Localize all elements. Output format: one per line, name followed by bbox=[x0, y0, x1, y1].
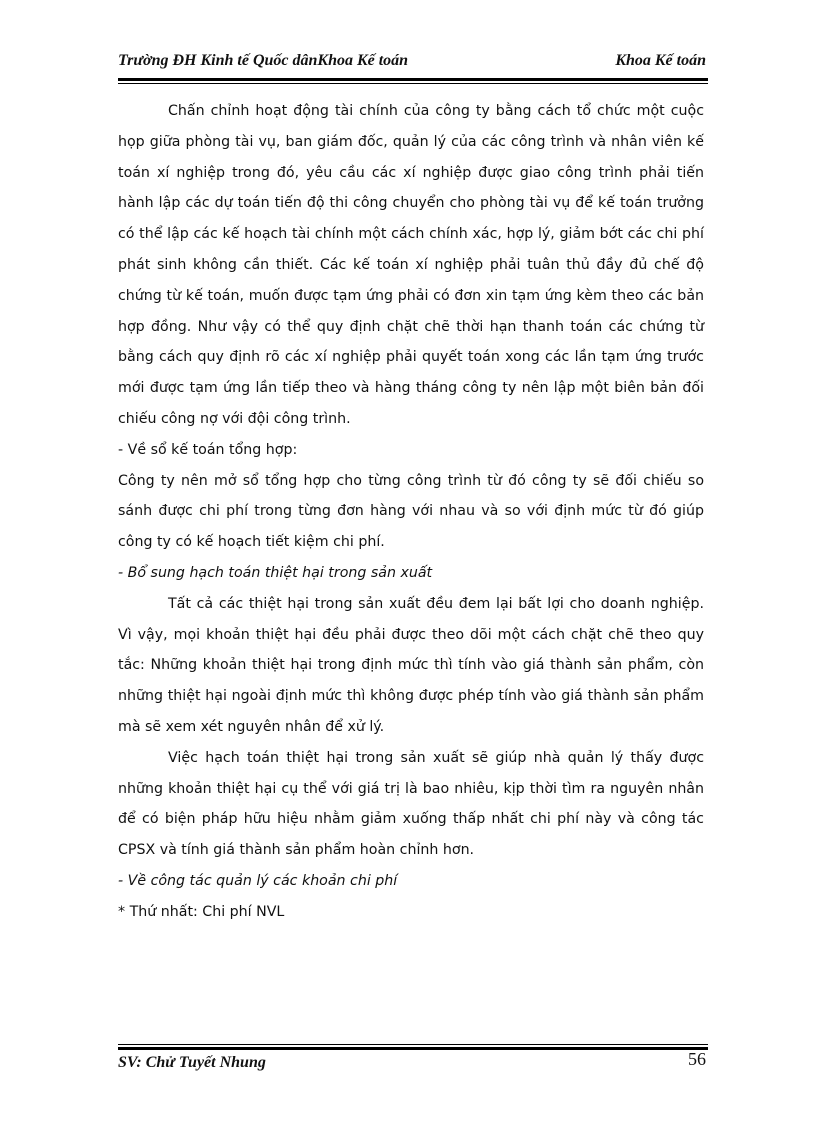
heading-cost-management: - Về công tác quản lý các khoản chi phí bbox=[118, 872, 398, 889]
page-number: 56 bbox=[688, 1049, 706, 1069]
paragraph-loss-accounting: Việc hạch toán thiệt hại trong sản xuất sẽ giúp nhà quản lý thấy được những khoản thiệt hại cụ thể với giá trị là bao nhiêu, kịp thời tìm ra nguyên nhân để có biện pháp hữu hiệu nhằm giảm xuống thấp nhất chi phí này và công tác CPSX và tính giá thành sản phẩm hoàn chỉnh hơn. bbox=[118, 749, 704, 859]
paragraph-general-ledger: Công ty nên mở sổ tổng hợp cho từng công trình từ đó công ty sẽ đối chiếu so sánh được chi phí trong từng đơn hàng với nhau và so với định mức từ đó giúp công ty có kế hoạch tiết kiệm chi phí. bbox=[118, 472, 704, 551]
heading-general-ledger: - Về sổ kế toán tổng hợp: bbox=[118, 441, 298, 458]
item-material-cost: * Thứ nhất: Chi phí NVL bbox=[118, 903, 285, 920]
footer-student: SV: Chử Tuyết Nhung bbox=[118, 1054, 266, 1071]
paragraph-financial: Chấn chỉnh hoạt động tài chính của công ty bằng cách tổ chức một cuộc họp giữa phòng tài vụ, ban giám đốc, quản lý của các công trình và nhân viên kế toán xí nghiệp trong đó, yêu cầu các xí nghiệp được giao công trình phải tiến hành lập các dự toán tiến độ thi công chuyển cho phòng tài vụ để kế toán trưởng có thể lập các kế hoạch tài chính một cách chính xác, hợp lý, giảm bớt các chi phí phát sinh không cần thiết. Các kế toán xí nghiệp phải tuân thủ đầy đủ chế độ chứng từ kế toán, muốn được tạm ứng phải có đơn xin tạm ứng kèm theo các bản hợp đồng. Như vậy có thể quy định chặt chẽ thời hạn thanh toán các chứng từ bằng cách quy định rõ các xí nghiệp phải quyết toán xong các lần tạm ứng trước mới được tạm ứng lần tiếp theo và hàng tháng công ty nên lập một biên bản đối chiếu công nợ với đội công trình. bbox=[118, 103, 704, 427]
footer-rule-thick bbox=[118, 1047, 708, 1050]
header-rule-thin bbox=[118, 83, 708, 84]
footer-rule-thin bbox=[118, 1044, 708, 1045]
body-text bbox=[118, 96, 704, 928]
header-school: Trường ĐH Kinh tế Quốc dânKhoa Kế toán bbox=[118, 52, 409, 69]
paragraph-production-loss: Tất cả các thiệt hại trong sản xuất đều đem lại bất lợi cho doanh nghiệp. Vì vậy, mọi khoản thiệt hại đều phải được theo dõi một cách chặt chẽ theo quy tắc: Những khoản thiệt hại trong định mức thì tính vào giá thành sản phẩm, còn những thiệt hại ngoài định mức thì không được phép tính vào giá thành sản phẩm mà sẽ xem xét nguyên nhân để xử lý. bbox=[118, 595, 704, 735]
heading-production-loss: - Bổ sung hạch toán thiệt hại trong sản xuất bbox=[118, 564, 433, 581]
header-department: Khoa Kế toán bbox=[615, 52, 706, 69]
header-rule-thick bbox=[118, 78, 708, 81]
page-footer bbox=[118, 1051, 708, 1077]
page-header bbox=[118, 50, 706, 76]
